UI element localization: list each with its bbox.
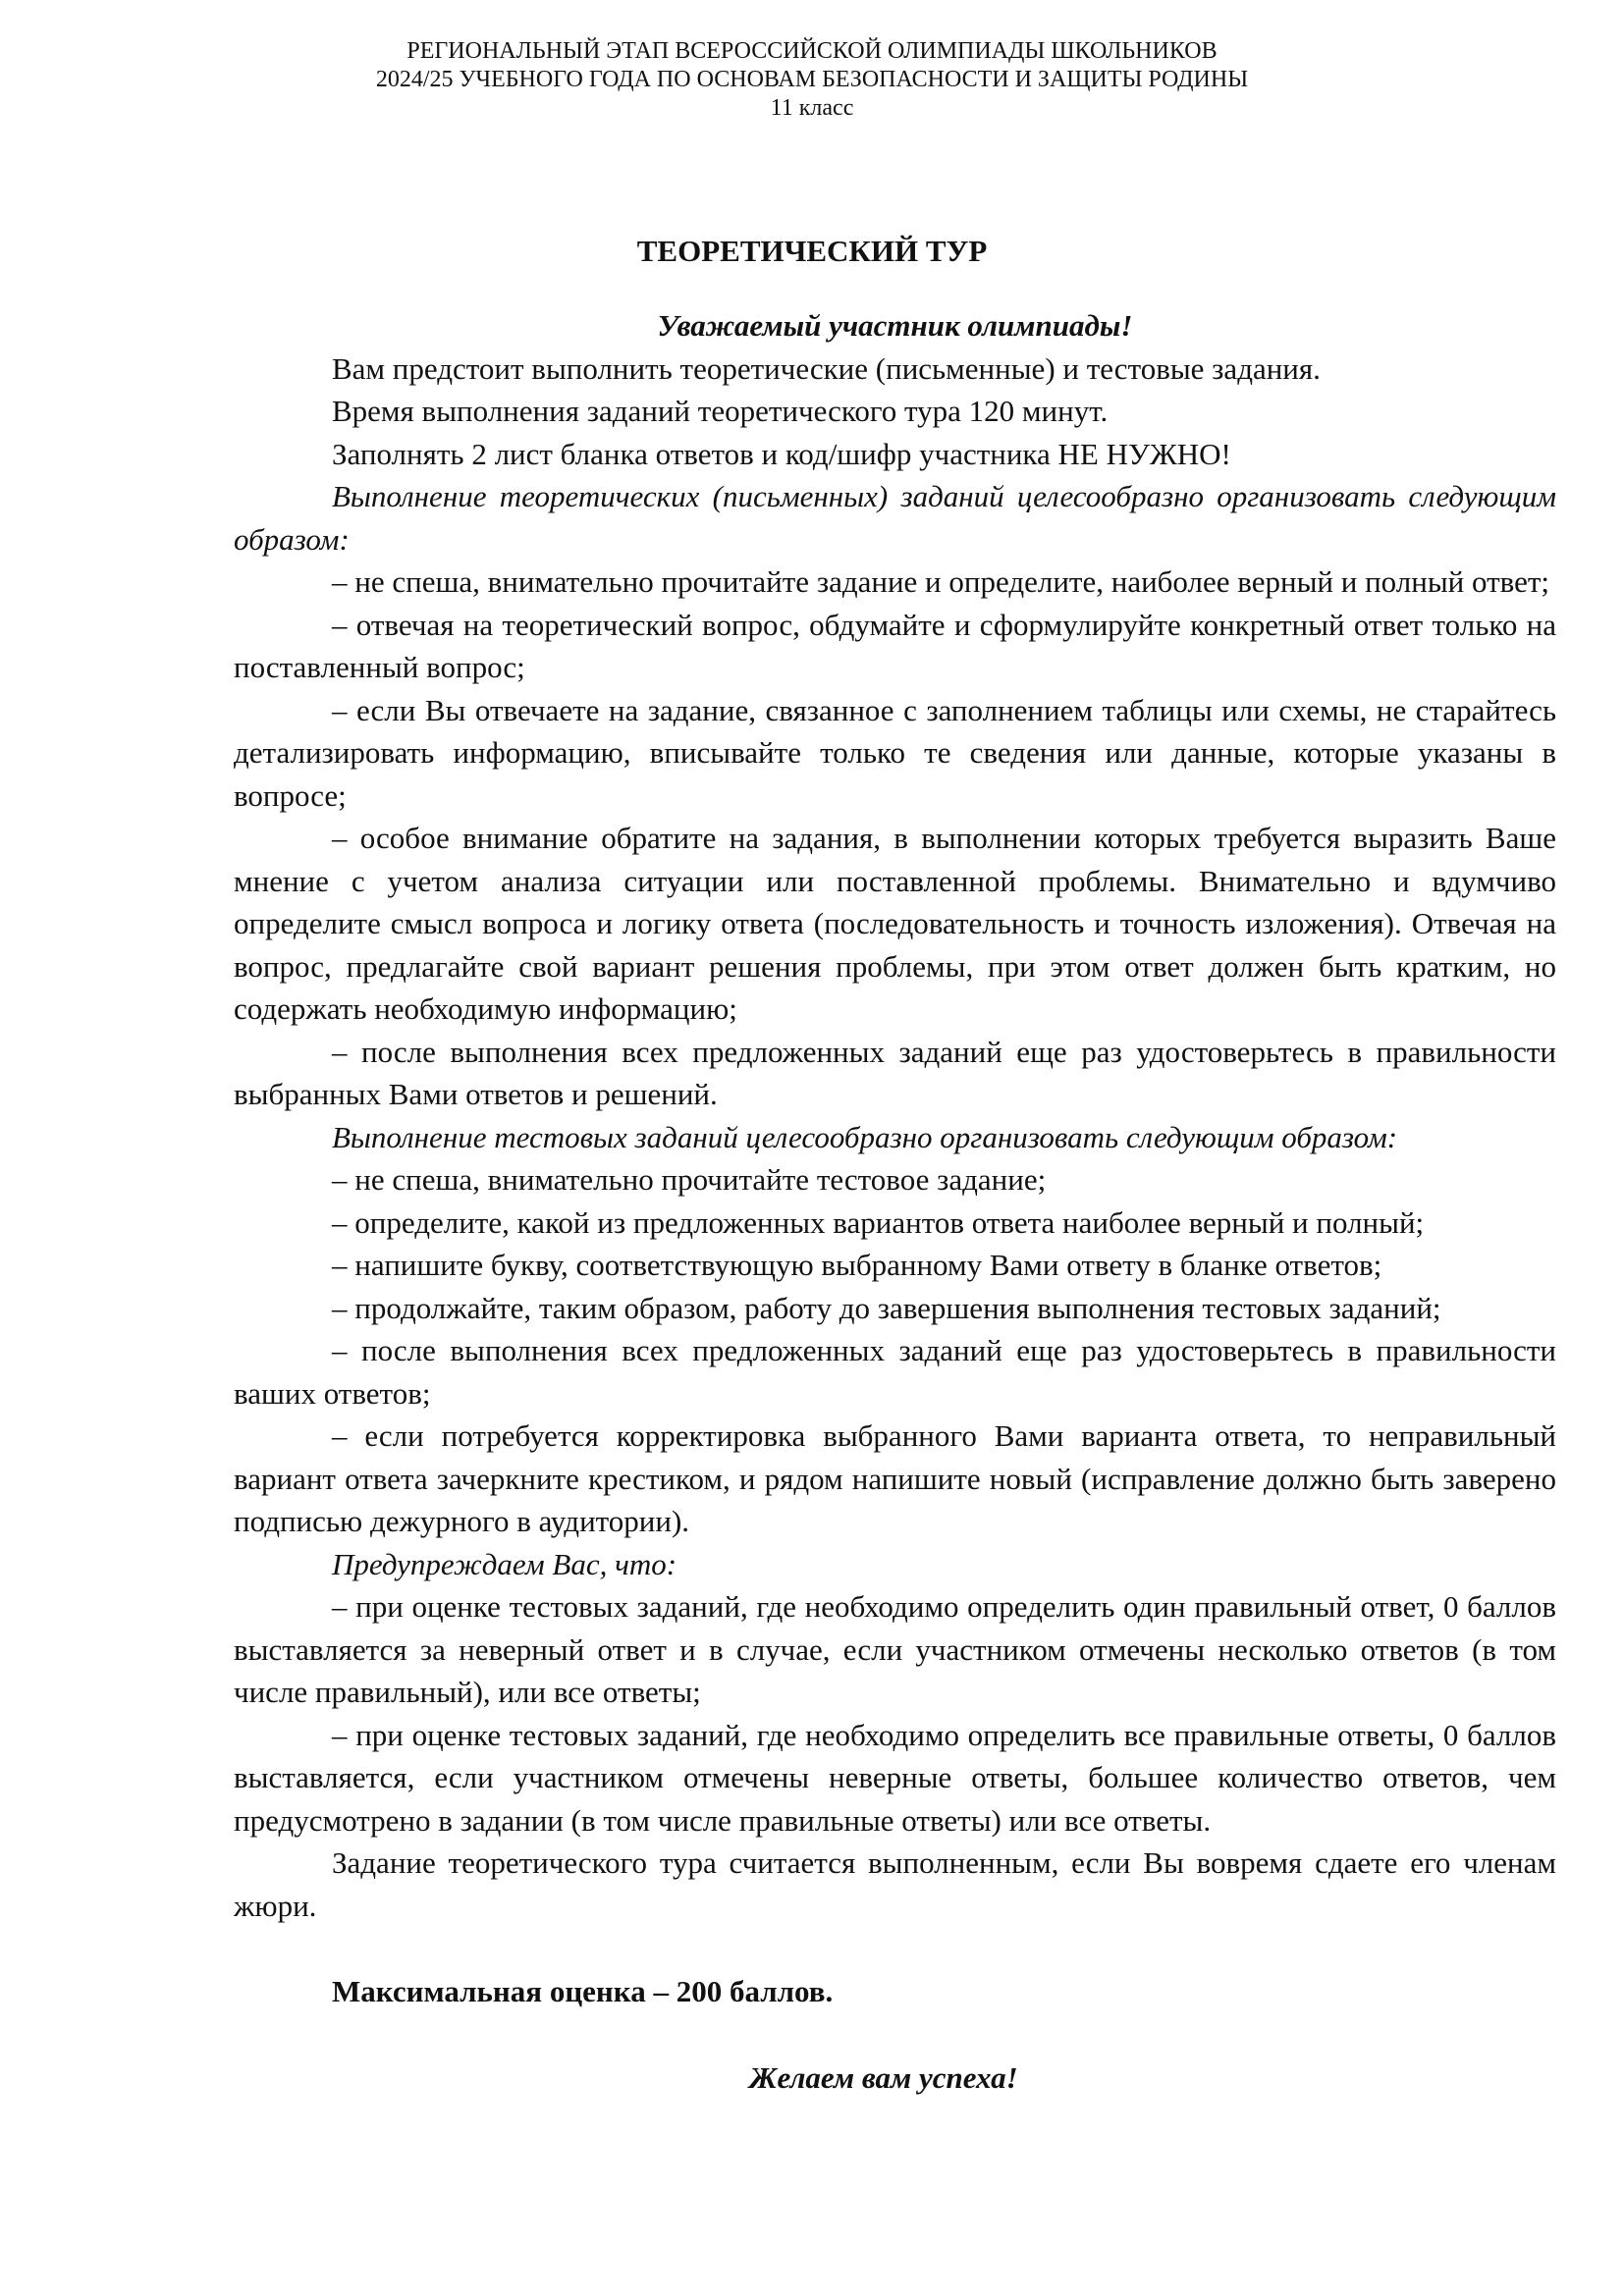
completion-note: Задание теоретического тура считается выполненным, если Вы вовремя сдаете его членам жюри. xyxy=(234,1845,1556,1923)
header-line-2: 2024/25 УЧЕБНОГО ГОДА ПО ОСНОВАМ БЕЗОПАСНОСТИ И ЗАЩИТЫ РОДИНЫ xyxy=(375,67,1249,92)
theory-item: – если Вы отвечаете на задание, связанное с заполнением таблицы или схемы, не старайтесь детализировать информацию, вписывайте только те сведения или данные, которые указаны в вопросе; xyxy=(234,692,1556,813)
section-title: ТЕОРЕТИЧЕСКИЙ ТУР xyxy=(636,234,988,268)
theory-item: – после выполнения всех предложенных заданий еще раз удостоверьтесь в правильности выбранных Вами ответов и решений. xyxy=(234,1034,1556,1111)
document-header xyxy=(0,37,1624,123)
warning-item: – при оценке тестовых заданий, где необходимо определить один правильный ответ, 0 баллов выставляется за неверный ответ и в случае, если участником отмечены несколько ответов (в том числе правильный), или все ответы; xyxy=(234,1589,1556,1709)
test-item: – если потребуется корректировка выбранного Вами варианта ответа, то неправильный вариант ответа зачеркните крестиком, и рядом напишите новый (исправление должно быть заверено подписью дежурного в аудитории). xyxy=(234,1418,1556,1538)
header-line-1: РЕГИОНАЛЬНЫЙ ЭТАП ВСЕРОССИЙСКОЙ ОЛИМПИАДЫ ШКОЛЬНИКОВ xyxy=(406,38,1218,64)
intro-line: Заполнять 2 лист бланка ответов и код/шифр участника НЕ НУЖНО! xyxy=(332,436,1231,471)
test-item: – продолжайте, таким образом, работу до завершения выполнения тестовых заданий; xyxy=(332,1290,1441,1325)
closing-wish: Желаем вам успеха! xyxy=(749,2059,1018,2095)
theory-item: – особое внимание обратите на задания, в выполнении которых требуется выразить Ваше мнение с учетом анализа ситуации или поставленной проблемы. Внимательно и вдумчиво определите смысл вопроса и логику ответа (последовательность и точность изложения). Отвечая на вопрос, предлагайте свой вариант решения проблемы, при этом ответ должен быть кратким, но содержать необходимую информацию; xyxy=(234,821,1556,1026)
theory-heading: Выполнение теоретических (письменных) заданий целесообразно организовать следующим образом: xyxy=(234,479,1556,557)
warning-item: – при оценке тестовых заданий, где необходимо определить все правильные ответы, 0 баллов выставляется, если участником отмечены неверные ответы, большее количество ответов, чем предусмотрено в задании (в том числе правильные ответы) или все ответы. xyxy=(234,1717,1556,1838)
test-item: – после выполнения всех предложенных заданий еще раз удостоверьтесь в правильности ваших ответов; xyxy=(234,1333,1556,1411)
spacer xyxy=(234,2013,1556,2056)
intro-line: Вам предстоит выполнить теоретические (письменные) и тестовые задания. xyxy=(332,350,1321,386)
greeting: Уважаемый участник олимпиады! xyxy=(657,308,1133,343)
header-line-3: 11 класс xyxy=(770,95,854,121)
test-item: – не спеша, внимательно прочитайте тестовое задание; xyxy=(332,1162,1047,1197)
theory-item: – не спеша, внимательно прочитайте задание и определите, наиболее верный и полный ответ; xyxy=(332,564,1549,599)
test-item: – напишите букву, соответствующую выбранному Вами ответу в бланке ответов; xyxy=(332,1248,1382,1282)
intro-line: Время выполнения заданий теоретического тура 120 минут. xyxy=(332,394,1109,428)
instructions-body xyxy=(234,304,1556,2099)
spacer xyxy=(234,1927,1556,1970)
warning-heading: Предупреждаем Вас, что: xyxy=(332,1546,677,1581)
test-heading: Выполнение тестовых заданий целесообразно организовать следующим образом: xyxy=(332,1119,1398,1154)
theory-item: – отвечая на теоретический вопрос, обдумайте и сформулируйте конкретный ответ только на поставленный вопрос; xyxy=(234,607,1556,684)
test-item: – определите, какой из предложенных вариантов ответа наиболее верный и полный; xyxy=(332,1204,1425,1240)
max-score: Максимальная оценка – 200 баллов. xyxy=(332,1974,834,2008)
